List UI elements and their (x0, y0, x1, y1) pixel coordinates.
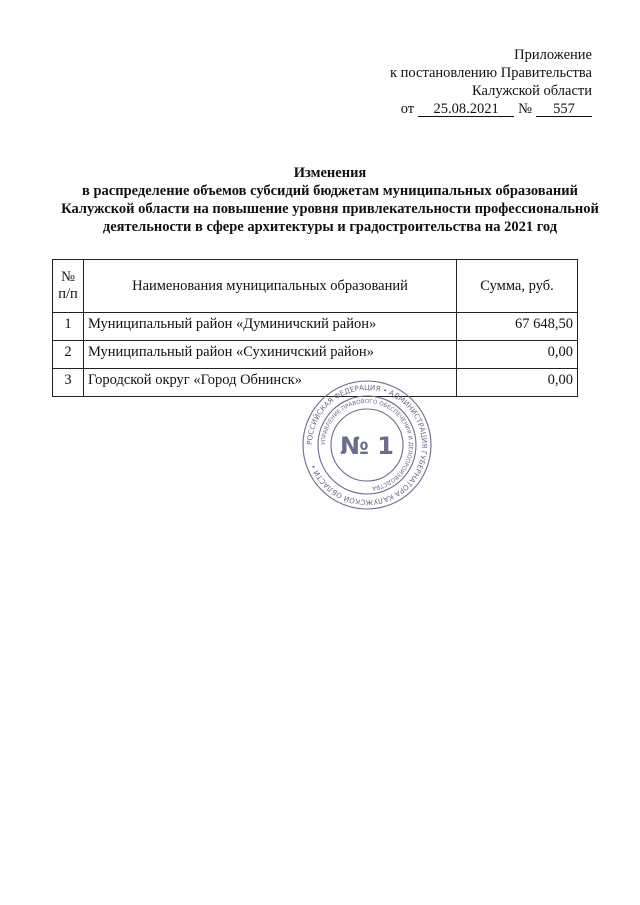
stamp-number: № 1 (340, 432, 394, 460)
row-sum: 0,00 (457, 369, 578, 397)
number-sign: № (518, 101, 532, 117)
resolution-number: 557 (536, 102, 592, 117)
row-name: Городской округ «Город Обнинск» (84, 369, 457, 397)
appendix-label: Приложение (514, 47, 592, 63)
title-line-1: Изменения (293, 165, 367, 181)
row-number: 3 (53, 369, 84, 397)
row-sum: 67 648,50 (457, 313, 578, 341)
stamp-outer-text: РОССИЙСКАЯ ФЕДЕРАЦИЯ • АДМИНИСТРАЦИЯ ГУБЕРНАТОРА КАЛУЖСКОЙ ОБЛАСТИ • (304, 382, 430, 508)
document-title (40, 164, 620, 236)
stamp-inner-text: УПРАВЛЕНИЕ ПРАВОВОГО ОБЕСПЕЧЕНИЯ И ДЕЛОПРОИЗВОДСТВА (320, 398, 414, 491)
date-prefix: от (400, 101, 415, 117)
official-stamp (300, 378, 434, 512)
title-line-4: деятельности в сфере архитектуры и градостроительства на 2021 год (102, 219, 558, 235)
row-sum: 0,00 (457, 341, 578, 369)
header-number-pp: п/п (58, 286, 78, 302)
resolution-date: 25.08.2021 (418, 102, 514, 117)
table-row (53, 341, 578, 369)
table-row (53, 313, 578, 341)
header-name: Наименования муниципальных образований (84, 260, 457, 313)
distribution-table (52, 259, 578, 397)
header-number-sign: № (61, 269, 75, 285)
header-number (53, 260, 84, 313)
date-number-line (390, 100, 592, 118)
row-number: 1 (53, 313, 84, 341)
region-label: Калужской области (472, 83, 592, 99)
title-line-3: Калужской области на повышение уровня привлекательности профессиональной (61, 201, 599, 217)
appendix-header (390, 46, 592, 118)
row-name: Муниципальный район «Сухиничский район» (84, 341, 457, 369)
header-sum: Сумма, руб. (457, 260, 578, 313)
resolution-label: к постановлению Правительства (390, 65, 592, 81)
title-line-2: в распределение объемов субсидий бюджетам муниципальных образований (82, 183, 578, 199)
row-name: Муниципальный район «Думиничский район» (84, 313, 457, 341)
table-header-row (53, 260, 578, 313)
row-number: 2 (53, 341, 84, 369)
